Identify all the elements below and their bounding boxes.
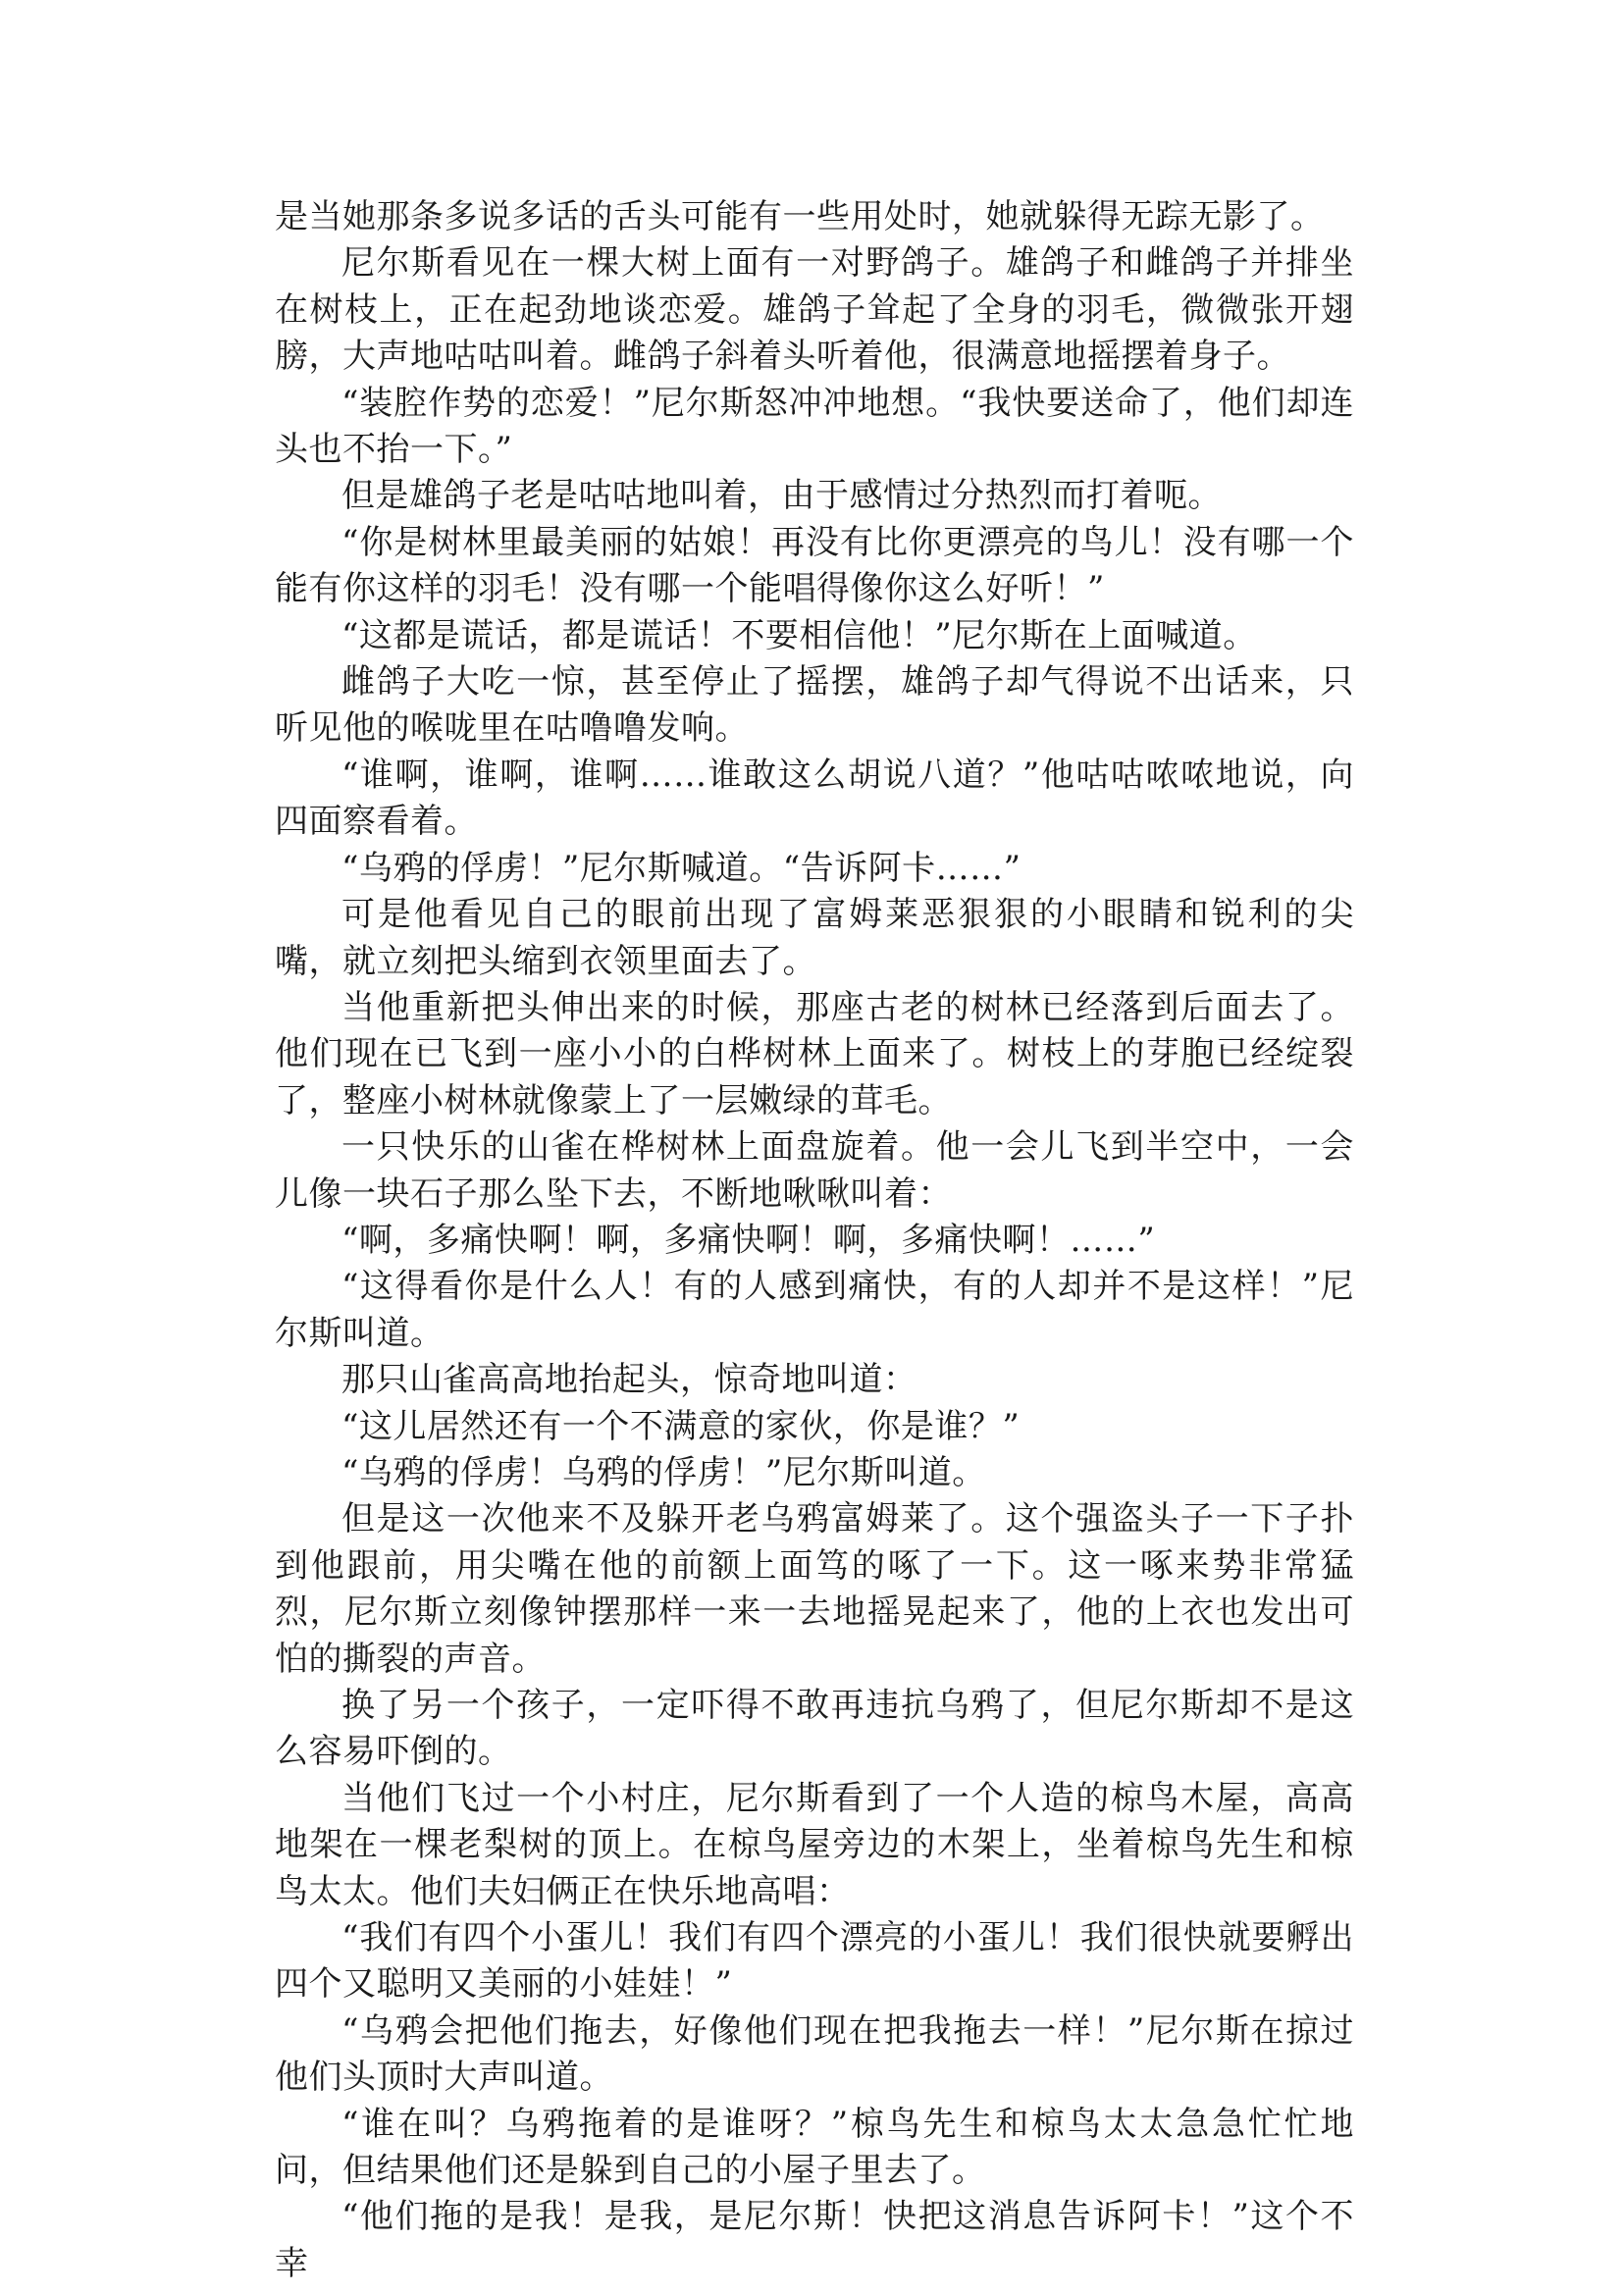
paragraph: 当他重新把头伸出来的时候，那座古老的树林已经落到后面去了。他们现在已飞到一座小小的白桦树林上面来了。树枝上的芽胞已经绽裂了，整座小树林就像蒙上了一层嫩绿的茸毛。 bbox=[275, 987, 1354, 1121]
paragraph: “乌鸦的俘虏！乌鸦的俘虏！”尼尔斯叫道。 bbox=[341, 1452, 986, 1492]
paragraph: “装腔作势的恋爱！”尼尔斯怒冲冲地想。“我快要送命了，他们却连头也不抬一下。” bbox=[275, 383, 1354, 470]
paragraph: 尼尔斯看见在一棵大树上面有一对野鸽子。雄鸽子和雌鸽子并排坐在树枝上，正在起劲地谈恋爱。雄鸽子耸起了全身的羽毛，微微张开翅膀，大声地咕咕叫着。雌鸽子斜着头听着他，很满意地摇摆着身子。 bbox=[275, 243, 1354, 377]
paragraph: 一只快乐的山雀在桦树林上面盘旋着。他一会儿飞到半空中，一会儿像一块石子那么坠下去，不断地啾啾叫着： bbox=[275, 1127, 1354, 1214]
paragraph: “谁啊，谁啊，谁啊……谁敢这么胡说八道？”他咕咕哝哝地说，向四面察看着。 bbox=[275, 755, 1354, 842]
paragraph: “啊，多痛快啊！啊，多痛快啊！啊，多痛快啊！……” bbox=[341, 1220, 1156, 1260]
paragraph: 当他们飞过一个小村庄，尼尔斯看到了一个人造的椋鸟木屋，高高地架在一棵老梨树的顶上。在椋鸟屋旁边的木架上，坐着椋鸟先生和椋鸟太太。他们夫妇俩正在快乐地高唱： bbox=[275, 1778, 1354, 1911]
paragraph: “你是树林里最美丽的姑娘！再没有比你更漂亮的鸟儿！没有哪一个能有你这样的羽毛！没有哪一个能唱得像你这么好听！” bbox=[275, 522, 1354, 609]
paragraph: “这得看你是什么人！有的人感到痛快，有的人却并不是这样！”尼尔斯叫道。 bbox=[275, 1267, 1354, 1353]
paragraph: 那只山雀高高地抬起头，惊奇地叫道： bbox=[341, 1360, 917, 1400]
paragraph-continued: 是当她那条多说多话的舌头可能有一些用处时，她就躲得无踪无影了。 bbox=[275, 197, 1325, 236]
paragraph: “他们拖的是我！是我，是尼尔斯！快把这消息告诉阿卡！”这个不幸 bbox=[275, 2197, 1354, 2283]
paragraph: 雌鸽子大吃一惊，甚至停止了摇摆，雄鸽子却气得说不出话来，只听见他的喉咙里在咕噜噜发响。 bbox=[275, 662, 1354, 749]
paragraph: 换了另一个孩子，一定吓得不敢再违抗乌鸦了，但尼尔斯却不是这么容易吓倒的。 bbox=[275, 1686, 1354, 1772]
paragraph: “这儿居然还有一个不满意的家伙，你是谁？” bbox=[341, 1406, 1021, 1446]
paragraph: “我们有四个小蛋儿！我们有四个漂亮的小蛋儿！我们很快就要孵出四个又聪明又美丽的小娃娃！” bbox=[275, 1918, 1354, 2005]
paragraph: “乌鸦会把他们拖去，好像他们现在把我拖去一样！”尼尔斯在掠过他们头顶时大声叫道。 bbox=[275, 2010, 1354, 2098]
paragraph: 可是他看见自己的眼前出现了富姆莱恶狠狠的小眼睛和锐利的尖嘴，就立刻把头缩到衣领里面去了。 bbox=[275, 895, 1354, 981]
paragraph: 但是这一次他来不及躲开老乌鸦富姆莱了。这个强盗头子一下子扑到他跟前，用尖嘴在他的前额上面笃的啄了一下。这一啄来势非常猛烈，尼尔斯立刻像钟摆那样一来一去地摇晃起来了，他的上衣也发出可怕的撕裂的声音。 bbox=[275, 1499, 1354, 1679]
paragraph: “乌鸦的俘虏！”尼尔斯喊道。“告诉阿卡……” bbox=[341, 848, 1022, 888]
paragraph: “谁在叫？乌鸦拖着的是谁呀？”椋鸟先生和椋鸟太太急急忙忙地问，但结果他们还是躲到自己的小屋子里去了。 bbox=[275, 2104, 1354, 2191]
page-body bbox=[275, 194, 1354, 2287]
paragraph: “这都是谎话，都是谎话！不要相信他！”尼尔斯在上面喊道。 bbox=[341, 615, 1257, 655]
paragraph: 但是雄鸽子老是咕咕地叫着，由于感情过分热烈而打着呃。 bbox=[341, 476, 1222, 516]
